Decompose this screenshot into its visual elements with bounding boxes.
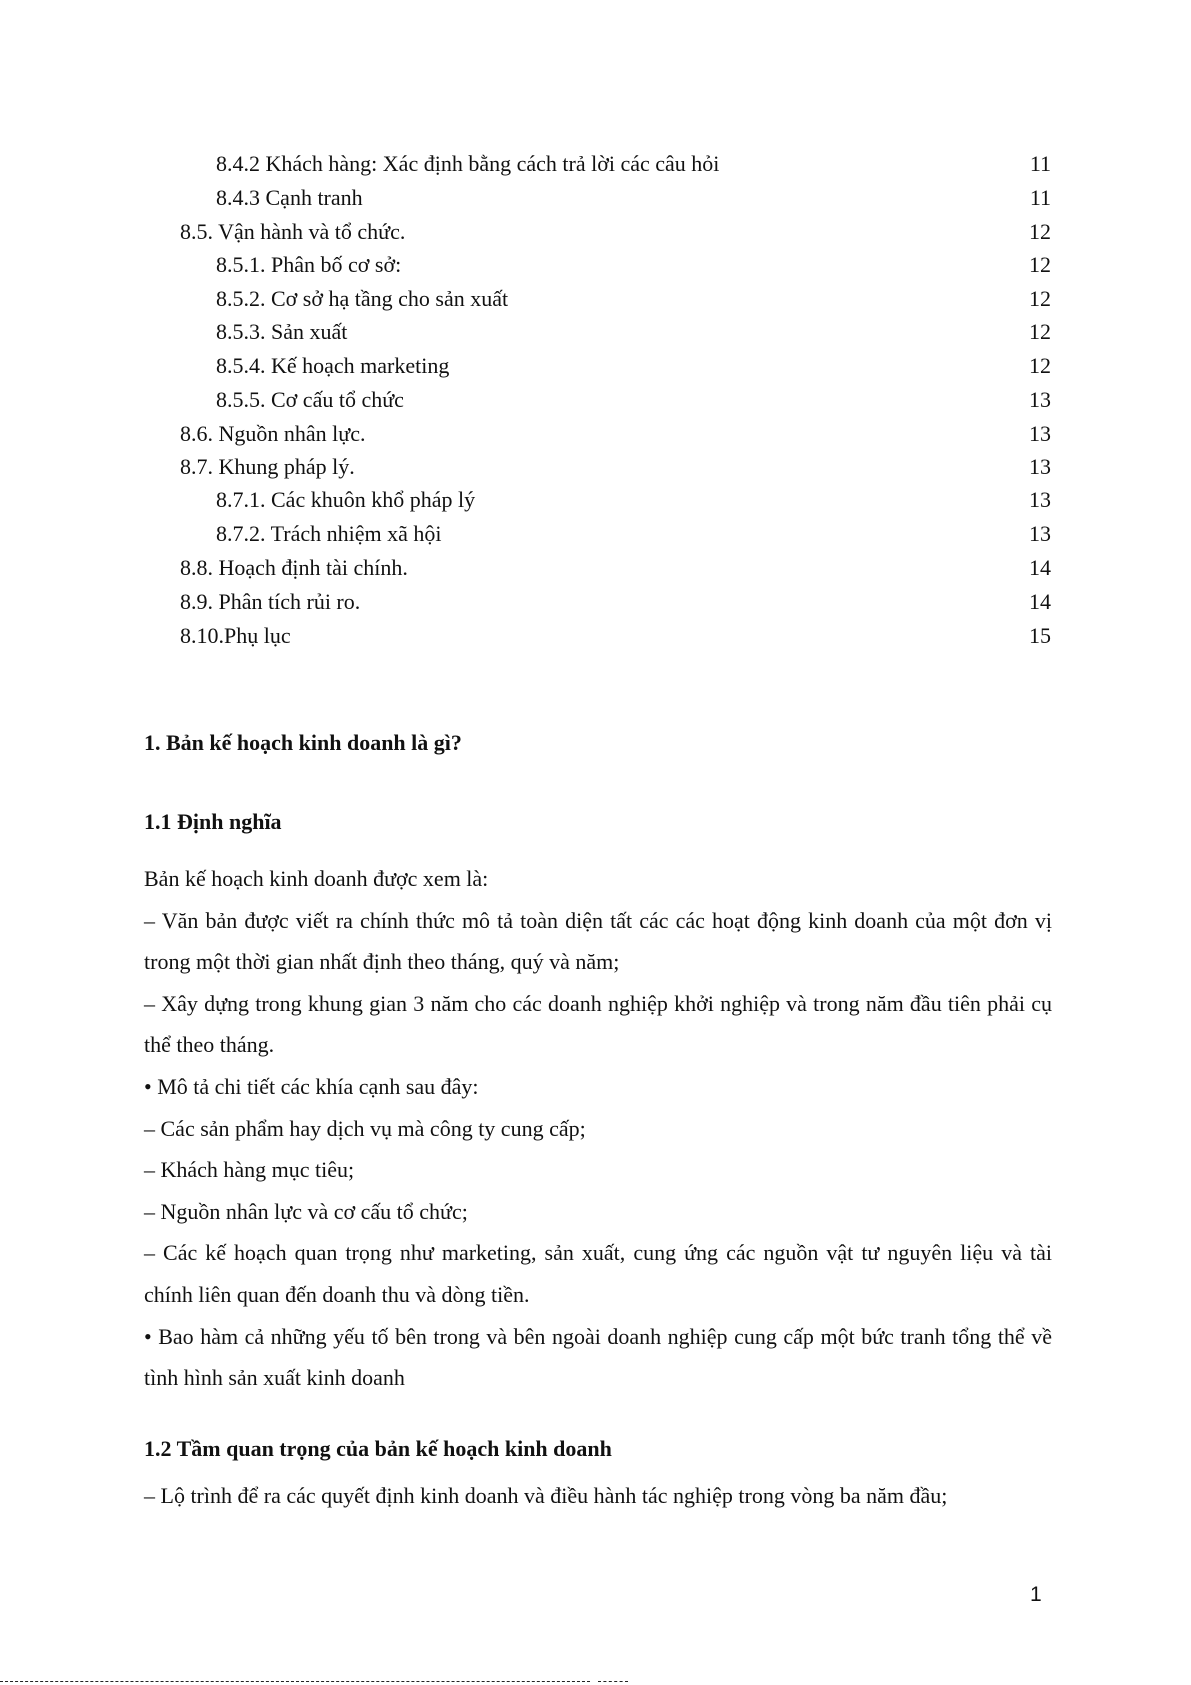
toc-entry-label: 8.7.1. Các khuôn khổ pháp lý <box>216 487 476 512</box>
toc-entry-page: 13 <box>1029 487 1051 512</box>
page-number: 1 <box>1030 1583 1042 1606</box>
paragraph: – Các kế hoạch quan trọng như marketing, sản xuất, cung ứng các nguồn vật tư nguyên liệu và tài chính liên quan đến doanh thu và dòng tiền. <box>144 1240 1052 1307</box>
paragraph: – Lộ trình để ra các quyết định kinh doanh và điều hành tác nghiệp trong vòng ba năm đầu; <box>144 1483 948 1508</box>
toc-entry-label: 8.9. Phân tích rủi ro. <box>180 589 361 614</box>
toc-entry-page: 14 <box>1029 555 1051 580</box>
toc-entry-label: 8.10.Phụ lục <box>180 623 291 648</box>
toc-entry-page: 13 <box>1029 387 1051 412</box>
paragraph: Bản kế hoạch kinh doanh được xem là: <box>144 866 489 891</box>
toc-entry-page: 15 <box>1029 623 1051 648</box>
toc-entry-label: 8.5.2. Cơ sở hạ tầng cho sản xuất <box>216 286 509 311</box>
toc-entry-page: 12 <box>1029 353 1051 378</box>
toc-entry-label: 8.7. Khung pháp lý. <box>180 454 355 479</box>
section-heading: 1. Bản kế hoạch kinh doanh là gì? <box>144 730 462 755</box>
paragraph: – Nguồn nhân lực và cơ cấu tổ chức; <box>144 1198 468 1224</box>
toc-entry-page: 13 <box>1029 421 1051 446</box>
toc-entry-page: 13 <box>1029 521 1051 546</box>
toc-entry-label: 8.5.1. Phân bố cơ sở: <box>216 252 402 277</box>
toc-entry-page: 12 <box>1029 252 1051 277</box>
toc-entry-label: 8.5.3. Sản xuất <box>216 319 348 344</box>
toc-entry-label: 8.5. Vận hành và tổ chức. <box>180 219 406 244</box>
paragraph: – Các sản phẩm hay dịch vụ mà công ty cung cấp; <box>144 1115 586 1141</box>
toc-entry-page: 11 <box>1029 185 1051 210</box>
toc-entry-page: 13 <box>1029 454 1051 479</box>
toc-entry-label: 8.4.2 Khách hàng: Xác định bằng cách trả lời các câu hỏi <box>216 151 720 176</box>
paragraph: – Văn bản được viết ra chính thức mô tả toàn diện tất các các hoạt động kinh doanh của một đơn vị trong một thời gian nhất định theo tháng, quý và năm; <box>144 907 1052 975</box>
toc-entry-label: 8.7.2. Trách nhiệm xã hội <box>216 521 442 546</box>
toc-entry-page: 14 <box>1029 589 1051 614</box>
footer-divider <box>598 1681 628 1682</box>
toc-entry-label: 8.4.3 Cạnh tranh <box>216 185 363 210</box>
footer-divider <box>0 1681 590 1682</box>
subsection-heading: 1.1 Định nghĩa <box>144 809 282 834</box>
toc-entry-page: 12 <box>1029 286 1051 311</box>
toc-entry-label: 8.8. Hoạch định tài chính. <box>180 555 408 580</box>
toc-entry-page: 12 <box>1029 319 1051 344</box>
toc-entry-label: 8.5.4. Kế hoạch marketing <box>216 353 450 378</box>
definition-body <box>144 858 1052 1399</box>
toc-entry-label: 8.6. Nguồn nhân lực. <box>180 421 366 446</box>
paragraph: – Xây dựng trong khung gian 3 năm cho các doanh nghiệp khởi nghiệp và trong năm đầu tiên phải cụ thể theo tháng. <box>144 990 1052 1058</box>
toc-entry-label: 8.5.5. Cơ cấu tổ chức <box>216 387 404 412</box>
paragraph: • Mô tả chi tiết các khía cạnh sau đây: <box>144 1073 479 1099</box>
toc-entry-page: 12 <box>1029 219 1051 244</box>
paragraph: – Khách hàng mục tiêu; <box>144 1157 355 1183</box>
importance-body <box>144 1475 1052 1517</box>
paragraph: • Bao hàm cả những yếu tố bên trong và bên ngoài doanh nghiệp cung cấp một bức tranh tổng thể về tình hình sản xuất kinh doanh <box>144 1323 1052 1391</box>
toc-entry-page: 11 <box>1029 151 1051 176</box>
subsection-heading: 1.2 Tầm quan trọng của bản kế hoạch kinh doanh <box>144 1436 612 1461</box>
